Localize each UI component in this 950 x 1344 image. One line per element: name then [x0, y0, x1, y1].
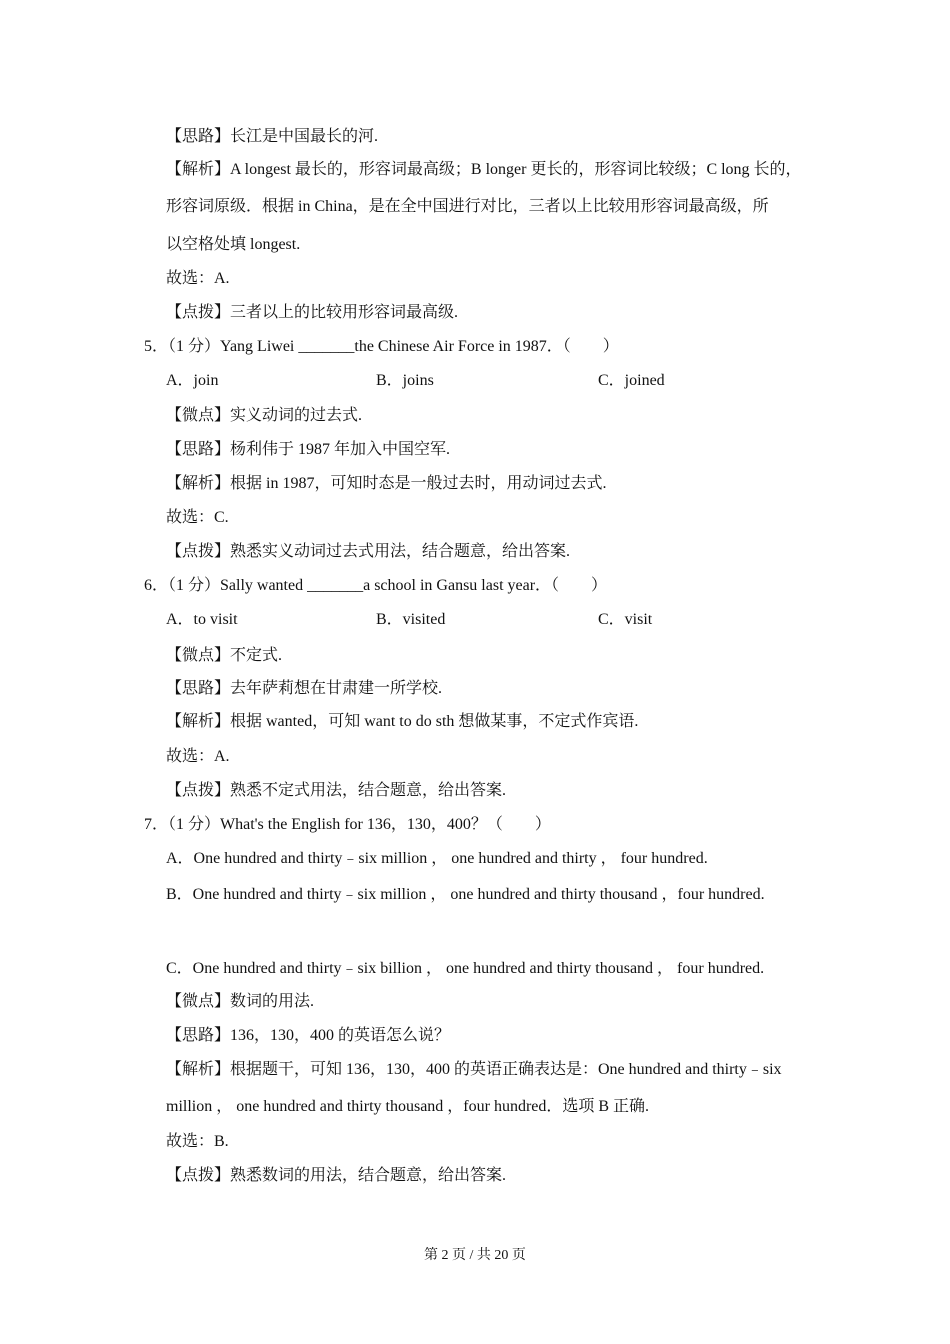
q7-silu: 【思路】136，130，400 的英语怎么说？: [166, 1027, 451, 1044]
q7-option-a: A．One hundred and thirty﹣six million ， one hundred and thirty ， four hundred.: [166, 850, 708, 867]
q4-jiexi-line-1: 【解析】A longest 最长的，形容词最高级；B longer 更长的，形容词比较级；C long 长的，: [166, 161, 802, 178]
q4-jiexi-line-2: 形容词原级．根据 in China，是在全中国进行对比，三者以上比较用形容词最高级，所: [166, 198, 769, 215]
q6-weidian: 【微点】不定式.: [166, 647, 283, 664]
q4-dianbo: 【点拨】三者以上的比较用形容词最高级.: [166, 304, 459, 321]
q5-option-c: C．joined: [598, 372, 665, 389]
q4-silu: 【思路】长江是中国最长的河.: [166, 128, 379, 145]
q5-weidian: 【微点】实义动词的过去式.: [166, 407, 363, 424]
page-footer: 第 2 页 / 共 20 页: [424, 1248, 526, 1263]
q7-answer: 故选：B.: [166, 1133, 229, 1150]
q7-weidian: 【微点】数词的用法.: [166, 993, 315, 1010]
q5-answer: 故选：C.: [166, 509, 229, 526]
q7-option-b: B．One hundred and thirty﹣six million ， one hundred and thirty thousand ，four hundred.: [166, 886, 765, 903]
q5-option-a: A．join: [166, 372, 219, 389]
q7-jiexi-line-2: million ， one hundred and thirty thousand ，four hundred．选项 B 正确.: [166, 1098, 650, 1115]
q7-jiexi-line-1: 【解析】根据题干，可知 136，130，400 的英语正确表达是：One hundred and thirty﹣six: [166, 1061, 782, 1078]
q5-silu: 【思路】杨利伟于 1987 年加入中国空军.: [166, 441, 451, 458]
q5-option-b: B．joins: [376, 372, 434, 389]
q5-dianbo: 【点拨】熟悉实义动词过去式用法，结合题意，给出答案.: [166, 543, 571, 560]
q6-stem: 6．（1 分）Sally wanted _______a school in Gansu last year．（ ）: [144, 577, 608, 594]
q5-jiexi: 【解析】根据 in 1987，可知时态是一般过去时，用动词过去式.: [166, 475, 607, 492]
q6-option-a: A．to visit: [166, 611, 238, 628]
q7-option-c: C．One hundred and thirty﹣six billion ， one hundred and thirty thousand ， four hundred.: [166, 960, 765, 977]
q6-option-b: B．visited: [376, 611, 446, 628]
q6-silu: 【思路】去年萨莉想在甘肃建一所学校.: [166, 680, 443, 697]
q4-jiexi-line-3: 以空格处填 longest.: [166, 236, 301, 253]
q6-jiexi: 【解析】根据 wanted，可知 want to do sth 想做某事，不定式作宾语.: [166, 713, 639, 730]
q6-dianbo: 【点拨】熟悉不定式用法，结合题意，给出答案.: [166, 782, 507, 799]
q4-answer: 故选：A.: [166, 270, 230, 287]
q6-option-c: C．visit: [598, 611, 653, 628]
q7-stem: 7．（1 分）What's the English for 136，130，400？（ ）: [144, 816, 551, 833]
q6-answer: 故选：A.: [166, 748, 230, 765]
q5-stem: 5．（1 分）Yang Liwei _______the Chinese Air Force in 1987．（ ）: [144, 338, 619, 355]
q7-dianbo: 【点拨】熟悉数词的用法，结合题意，给出答案.: [166, 1167, 507, 1184]
